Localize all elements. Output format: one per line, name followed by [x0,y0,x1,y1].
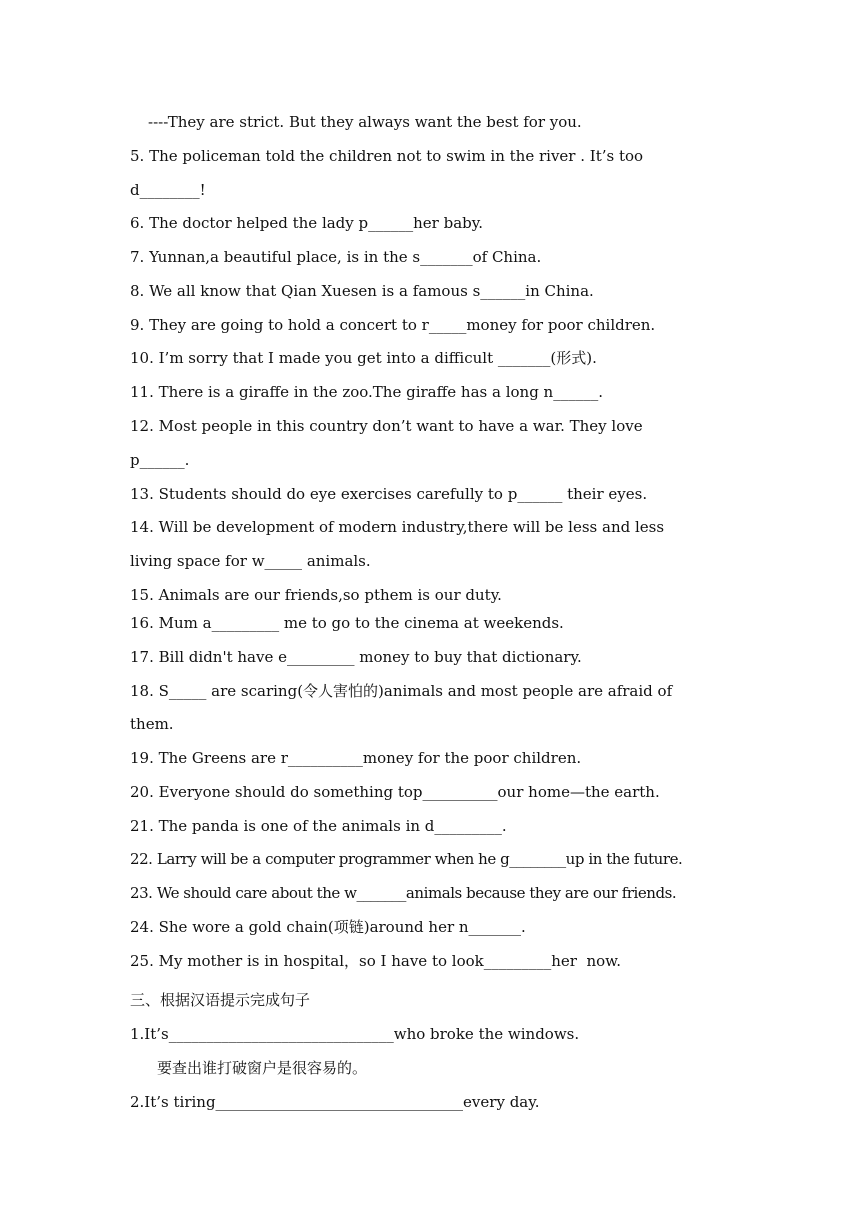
question-18-continued: them. [130,715,174,733]
question-22: 22. Larry will be a computer programmer when he g________up in the future. [130,850,683,868]
question-12: 12. Most people in this country don’t want to have a war. They love [130,417,643,435]
question-14-continued: living space for w_____ animals. [130,552,371,570]
question-20: 20. Everyone should do something top__________our home—the earth. [130,783,660,801]
translation-1: 1.It’s______________________________who broke the windows. [130,1025,580,1043]
dialogue-line: ----They are strict. But they always want the best for you. [148,113,582,131]
translation-2: 2.It’s tiring_________________________________every day. [130,1093,540,1111]
question-25: 25. My mother is in hospital，so I have to look_________her now. [130,952,621,970]
question-17: 17. Bill didn't have e_________ money to buy that dictionary. [130,648,582,666]
question-9: 9. They are going to hold a concert to r_____money for poor children. [130,316,656,334]
question-8: 8. We all know that Qian Xuesen is a famous s______in China. [130,282,594,300]
question-24: 24. She wore a gold chain(项链)around her n_______. [130,918,526,936]
question-19: 19. The Greens are r__________money for the poor children. [130,749,582,767]
question-14: 14. Will be development of modern industry,there will be less and less [130,518,665,536]
question-13: 13. Students should do eye exercises carefully to p______ their eyes. [130,485,648,503]
translation-1-hint: 要查出谁打破窗户是很容易的。 [157,1059,368,1077]
question-15: 15. Animals are our friends,so pthem is our duty. [130,586,502,604]
question-12-continued: p______. [130,451,190,469]
question-6: 6. The doctor helped the lady p______her baby. [130,214,483,232]
question-10: 10. I’m sorry that I made you get into a difficult _______(形式). [130,349,597,367]
question-18: 18. S_____ are scaring(令人害怕的)animals and most people are afraid of [130,682,673,700]
question-23: 23. We should care about the w_______animals because they are our friends. [130,884,677,902]
question-7: 7. Yunnan,a beautiful place, is in the s_______of China. [130,248,542,266]
question-5: 5. The policeman told the children not to swim in the river . It’s too [130,147,644,165]
question-5-continued: d________! [130,181,206,199]
question-16: 16. Mum a_________ me to go to the cinema at weekends. [130,614,564,632]
section-heading: 三、根据汉语提示完成句子 [130,991,311,1009]
question-11: 11. There is a giraffe in the zoo.The giraffe has a long n______. [130,383,603,401]
question-21: 21. The panda is one of the animals in d_________. [130,817,507,835]
